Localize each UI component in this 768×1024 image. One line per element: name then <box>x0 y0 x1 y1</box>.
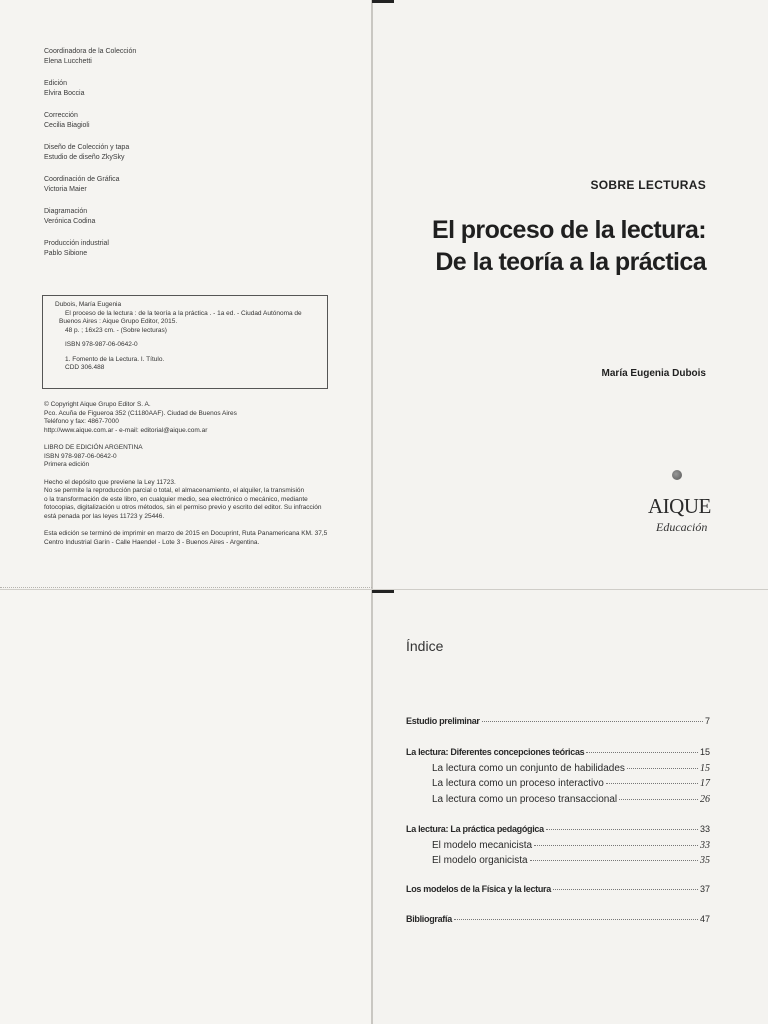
cip-subject: 1. Fomento de la Lectura. I. Título. <box>65 355 165 363</box>
credit-name: Cecilia Biagioli <box>44 122 90 129</box>
credits-list <box>44 47 136 271</box>
toc-leader <box>619 799 698 800</box>
toc-entry[interactable] <box>406 840 710 856</box>
rights-block <box>44 479 364 522</box>
toc-leader <box>454 919 698 920</box>
credit-entry <box>44 239 136 259</box>
toc-page: 7 <box>704 716 710 726</box>
toc-label: El modelo organicista <box>432 855 528 866</box>
toc-entry[interactable] <box>406 855 710 871</box>
credit-role: Diseño de Colección y tapa <box>44 144 130 151</box>
toc-leader <box>534 845 698 846</box>
credit-name: Verónica Codina <box>44 218 96 225</box>
toc-entry[interactable] <box>406 884 710 900</box>
copyright-line: © Copyright Aique Grupo Editor S. A. <box>44 401 151 408</box>
toc-leader <box>530 860 698 861</box>
toc-label: El modelo mecanicista <box>432 839 533 851</box>
contact-line: http://www.aique.com.ar - e-mail: editorial@aique.com.ar <box>44 426 208 434</box>
edition-line: LIBRO DE EDICIÓN ARGENTINA <box>44 444 143 451</box>
address-line: Pco. Acuña de Figueroa 352 (C1180AAF). Ciudad de Buenos Aires <box>44 409 237 417</box>
credit-entry <box>44 47 136 67</box>
toc-leader <box>627 768 698 769</box>
rights-line: Hecho el depósito que previene la Ley 11723. <box>44 478 176 486</box>
edition-number: Primera edición <box>44 461 90 468</box>
cip-physical-line: 48 p. ; 16x23 cm. - (Sobre lecturas) <box>65 326 167 334</box>
toc-group <box>406 747 710 809</box>
credit-entry <box>44 175 136 195</box>
series-name: SOBRE LECTURAS <box>590 178 706 192</box>
page-gutter <box>371 0 373 1024</box>
toc-label: Bibliografía <box>406 914 452 924</box>
toc-entry[interactable] <box>406 716 710 732</box>
logo-dot-icon <box>672 470 682 480</box>
credit-name: Victoria Maier <box>44 186 87 193</box>
toc-entry[interactable] <box>406 794 710 810</box>
credit-name: Elena Lucchetti <box>44 58 92 65</box>
toc-label: Estudio preliminar <box>406 716 480 726</box>
logo-wordmark: AIQUE <box>648 494 711 518</box>
toc-page: 17 <box>700 778 710 789</box>
toc-entry[interactable] <box>406 778 710 794</box>
toc-label: La lectura: Diferentes concepciones teóricas <box>406 747 585 757</box>
toc-page: 37 <box>699 884 710 894</box>
edition-block <box>44 444 364 470</box>
toc-entry[interactable] <box>406 763 710 779</box>
phone-line: Teléfono y fax: 4867-7000 <box>44 418 119 425</box>
credit-entry <box>44 143 136 163</box>
toc-label: La lectura: La práctica pedagógica <box>406 824 544 834</box>
toc-leader <box>606 783 698 784</box>
credit-role: Corrección <box>44 112 78 119</box>
printing-block <box>44 530 364 547</box>
logo-subtitle: Educación <box>656 520 708 534</box>
toc-page: 15 <box>700 762 710 774</box>
credit-name: Elvira Boccia <box>44 90 85 97</box>
cip-publisher-line: Buenos Aires : Aique Grupo Editor, 2015. <box>59 318 178 325</box>
toc-page: 26 <box>700 793 710 805</box>
credit-name: Pablo Sibione <box>44 250 88 257</box>
toc-leader <box>586 752 698 753</box>
corner-mark <box>372 0 394 3</box>
toc-leader <box>553 889 698 890</box>
credit-role: Edición <box>44 80 67 87</box>
rights-line: fotocopias, digitalización u otros métodos, sin el permiso previo y escrito del editor. Su infracción <box>44 504 322 511</box>
credit-entry <box>44 111 136 131</box>
credit-role: Coordinadora de la Colección <box>44 48 137 55</box>
credit-name: Estudio de diseño ZkySky <box>44 154 125 161</box>
rights-line: o la transformación de este libro, en cualquier medio, sea electrónico o mecánico, mediante <box>44 495 308 503</box>
book-title <box>432 214 706 278</box>
rights-line: está penada por las leyes 11723 y 25446. <box>44 512 165 520</box>
toc-page: 33 <box>699 824 710 834</box>
index-title: Índice <box>406 638 444 654</box>
toc-page: 15 <box>699 747 710 757</box>
copyright-block <box>44 401 364 435</box>
cip-author: Dubois, María Eugenia <box>55 301 122 308</box>
toc-group <box>406 884 710 900</box>
toc-entry[interactable] <box>406 914 710 930</box>
toc-group <box>406 824 710 871</box>
cip-cdd: CDD 306.488 <box>65 364 105 371</box>
legal-notice <box>44 401 364 556</box>
book-author: María Eugenia Dubois <box>601 368 706 379</box>
toc-page: 33 <box>700 839 710 851</box>
isbn-line: ISBN 978-987-06-0642-0 <box>44 452 117 460</box>
toc-entry[interactable] <box>406 824 710 840</box>
rights-line: No se permite la reproducción parcial o total, el almacenamiento, el alquiler, la transmisión <box>44 487 305 494</box>
corner-mark <box>372 590 394 593</box>
toc-group <box>406 914 710 930</box>
cip-title-line: El proceso de la lectura : de la teoría a la práctica . - 1a ed. - Ciudad Autónoma de <box>65 309 302 317</box>
cataloging-box <box>42 295 328 389</box>
toc-leader <box>482 721 703 722</box>
credit-entry <box>44 79 136 99</box>
toc-page: 47 <box>699 914 710 924</box>
printing-line: Esta edición se terminó de imprimir en marzo de 2015 en Docuprint, Ruta Panamericana KM. 37,5 <box>44 530 328 537</box>
toc-label: La lectura como un proceso transaccional <box>432 793 618 805</box>
credit-role: Diagramación <box>44 208 88 215</box>
book-subtitle-line: De la teoría a la práctica <box>435 248 706 276</box>
credit-entry <box>44 207 136 227</box>
book-title-line: El proceso de la lectura: <box>432 216 706 244</box>
cip-isbn: ISBN 978-987-06-0642-0 <box>65 341 138 348</box>
toc-group <box>406 716 710 732</box>
page-edge-dots <box>0 587 372 588</box>
credit-role: Coordinación de Gráfica <box>44 176 120 183</box>
publisher-logo <box>646 470 711 540</box>
blank-page <box>0 590 372 1024</box>
toc-leader <box>546 829 698 830</box>
toc-label: Los modelos de la Física y la lectura <box>406 884 551 894</box>
toc-page: 35 <box>700 855 710 866</box>
toc-label: La lectura como un proceso interactivo <box>432 778 604 789</box>
toc-label: La lectura como un conjunto de habilidades <box>432 762 625 774</box>
printing-line: Centro Industrial Garín - Calle Haendel - Lote 3 - Buenos Aires - Argentina. <box>44 538 260 546</box>
credit-role: Producción industrial <box>44 240 109 247</box>
toc-entry[interactable] <box>406 747 710 763</box>
